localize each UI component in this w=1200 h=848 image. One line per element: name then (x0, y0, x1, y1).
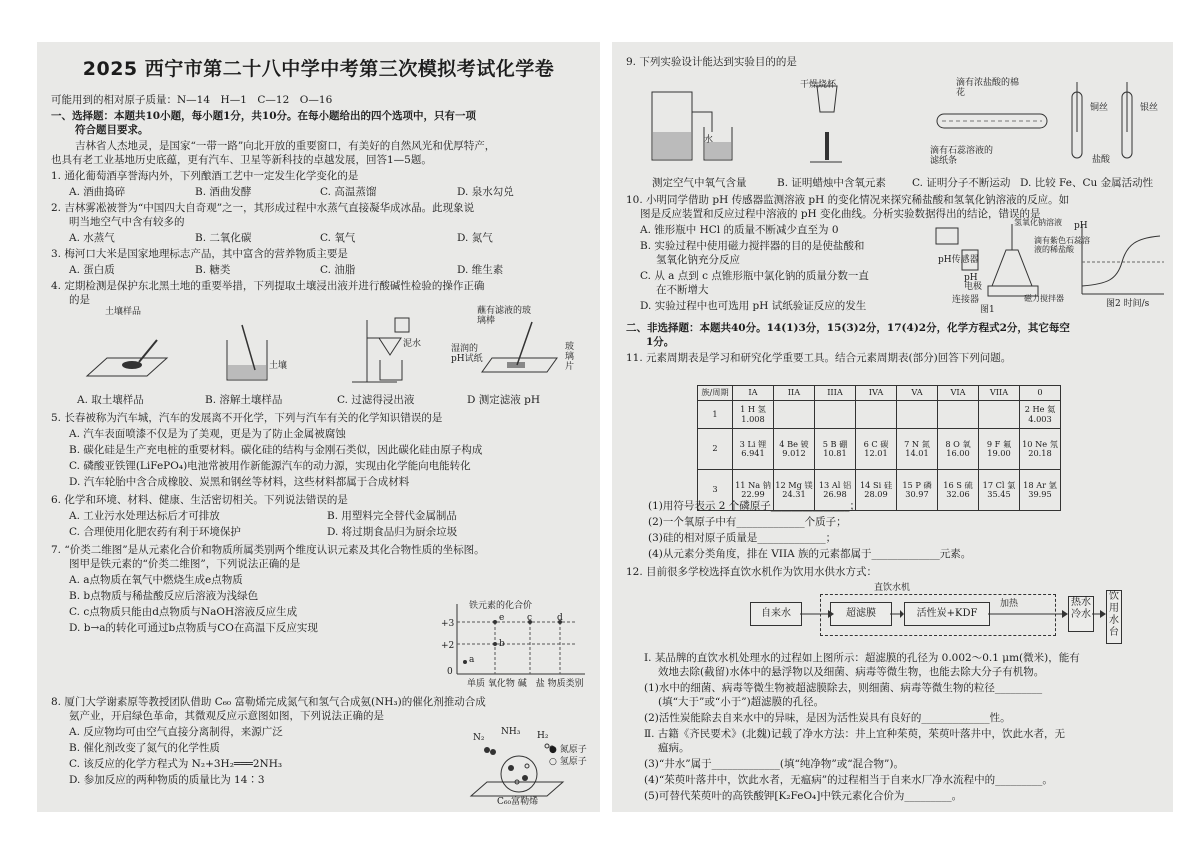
q3-option-d: D. 维生素 (457, 264, 504, 276)
pt-header-cell: VIA (938, 386, 979, 401)
q9-label-acid: 盐酸 (1092, 155, 1111, 165)
q12-machine-label: 直饮水机 (874, 583, 911, 593)
pt-element-cell (938, 401, 979, 429)
q9-label-silver: 银丝 (1140, 103, 1159, 113)
q7-option-d: D. b→a的转化可通过b点物质与CO在高温下反应实现 (69, 622, 318, 634)
q12-sub-2: (2)活性炭能除去自来水中的异味，是因为活性炭具有良好的_____________性。 (644, 712, 1011, 724)
question-7-cont: 图甲是铁元素的“价类二维图”，下列说法正确的是 (69, 558, 301, 570)
question-4: 4. 定期检测是保护东北黑土地的重要举措，下列提取土壤浸出液并进行酸碱性检验的操作正确 (51, 280, 485, 292)
q7-point-c: c (527, 613, 533, 623)
q11-part-3: (3)硅的相对原子质量是_____________； (648, 532, 837, 544)
q4-label-glass: 玻璃片 (565, 342, 575, 372)
q4-option-c: C. 过滤得浸出液 (337, 394, 415, 406)
pt-element-cell (856, 401, 897, 429)
q4-label-rod: 蘸有滤液的玻璃棒 (477, 306, 532, 326)
pt-element-cell: 8 O 氧 16.00 (938, 429, 979, 470)
q12-sub-1: (1)水中的细菌、病毒等微生物被超滤膜除去，则细菌、病毒等微生物的粒径_________ (644, 682, 1043, 694)
pt-element-cell: 3 Li 锂 6.941 (733, 429, 774, 470)
pt-element-cell: 6 C 碳 12.01 (856, 429, 897, 470)
pt-element-cell: 2 He 氦 4.003 (1020, 401, 1061, 429)
pt-header-cell: IIA (774, 386, 815, 401)
pt-element-cell (979, 401, 1020, 429)
q2-option-a: A. 水蒸气 (69, 232, 115, 244)
q7-tick-zero: 0 (447, 667, 453, 677)
q7-option-b: B. b点物质与稀盐酸反应后溶液为浅绿色 (69, 590, 259, 602)
q12-carbon-box: 活性炭+KDF (904, 602, 990, 626)
pt-element-cell: 10 Ne 氖 20.18 (1020, 429, 1061, 470)
pt-header-cell: 0 (1020, 386, 1061, 401)
question-6: 6. 化学和环境、材料、健康、生活密切相关。下列说法错误的是 (51, 494, 348, 506)
q12-part-ii-cont: 瘟病。 (658, 742, 690, 754)
q10-label-connector: 连接器 (952, 295, 980, 305)
atomic-mass-line: 可能用到的相对原子质量：N—14 H—1 C—12 O—16 (51, 94, 333, 106)
q12-part-i-cont: 效地去除(截留)水体中的悬浮物以及细菌、病毒等微生物，也能去除大分子有机物。 (658, 666, 1045, 678)
question-5: 5. 长春被称为汽车城，汽车的发展离不开化学，下列与汽车有关的化学知识错误的是 (51, 412, 443, 424)
q11-part-1: (1)用符号表示 2 个磷原子_______________； (648, 500, 860, 512)
q7-option-c: C. c点物质只能由d点物质与NaOH溶液反应生成 (69, 606, 298, 618)
q1-option-a: A. 酒曲捣碎 (69, 186, 126, 198)
question-8: 8. 厦门大学谢素原等教授团队借助 C₆₀ 富勒烯完成氮气和氢气合成氨(NH₃)的催化剂推动合成 (51, 696, 486, 708)
question-3: 3. 梅河口大米是国家地理标志产品，其中富含的营养物质主要是 (51, 248, 348, 260)
q10-label-sensor: pH传感器 (938, 255, 979, 265)
pt-element-cell: 4 Be 铍 9.012 (774, 429, 815, 470)
pt-element-cell: 11 Na 钠 22.99 (733, 470, 774, 511)
section2-heading: 二、非选择题：本题共40分。14(1)3分，15(3)2分，17(4)2分，化学方程式2分，其它每空 (626, 322, 1070, 334)
q12-hot-label: 热水 (1071, 597, 1091, 608)
q4-label-soil: 土壤 (269, 361, 288, 371)
periodic-table (697, 385, 1061, 511)
section1-heading: 一、选择题：本题共10小题，每小题1分，共10分。在每小题给出的四个选项中，只有一项 (51, 110, 477, 122)
question-7: 7. “价类二维图”是从元素化合价和物质所属类别两个维度认识元素及其化合物性质的坐标图。 (51, 544, 485, 556)
q7-x-axis-label: 单质 氧化物 碱 盐 物质类别 (467, 679, 584, 689)
q8-label-h2: H₂ (537, 731, 549, 741)
q9-lab-figures (642, 72, 1162, 172)
q4-option-b: B. 溶解土壤样品 (205, 394, 283, 406)
q7-point-d: d (557, 613, 563, 623)
q3-option-b: B. 糖类 (195, 264, 231, 276)
q8-option-b: B. 催化剂改变了氮气的化学性质 (69, 742, 220, 754)
q10-label-electrode: pH电极 (964, 273, 983, 292)
pt-header-cell: IA (733, 386, 774, 401)
q4-label-soil-sample: 土壤样品 (105, 307, 142, 317)
q12-cold-label: 冷水 (1071, 609, 1091, 620)
question-2: 2. 吉林雾凇被誉为“中国四大自奇观”之一，其形成过程中水蒸气直接凝华成冰晶。此现象说 (51, 202, 475, 214)
q8-option-d: D. 参加反应的两种物质的质量比为 14∶3 (69, 774, 265, 786)
intro-text-cont: 也具有老工业基地历史底蕴，更有汽车、卫星等新科技的卓越发展，回答1—5题。 (51, 154, 432, 166)
q6-option-a: A. 工业污水处理达标后才可排放 (69, 510, 220, 522)
q8-option-c: C. 该反应的化学方程式为 N₂+3H₂═══2NH₃ (69, 758, 283, 770)
q7-tick-plus3: +3 (441, 619, 455, 629)
intro-text: 吉林省人杰地灵，是国家“一带一路”向北开放的重要窗口，有美好的自然风光和优厚特产， (75, 140, 496, 152)
pt-element-cell: 7 N 氮 14.01 (897, 429, 938, 470)
q11-part-2: (2)一个氧原子中有_____________个质子； (648, 516, 847, 528)
q9-option-d: D. 比较 Fe、Cu 金属活动性 (1020, 177, 1154, 189)
q5-option-c: C. 磷酸亚铁锂(LiFePO₄)电池常被用作新能源汽车的动力源，实现由化学能向电能转化 (69, 460, 471, 472)
q4-label-ph-paper: 湿润的pH试纸 (451, 344, 483, 364)
q4-option-a: A. 取土壤样品 (77, 394, 144, 406)
question-12: 12. 目前很多学校选择直饮水机作为饮用水供水方式： (626, 566, 878, 578)
q10-label-naoh: 氢氧化钠溶液 (1014, 218, 1062, 227)
q10-option-c-cont: 在不断增大 (656, 284, 709, 296)
q5-option-b: B. 碳化硅是生产充电桩的重要材料。碳化硅的结构与金刚石类似，因此碳化硅由原子构成 (69, 444, 483, 456)
pt-header-cell: IVA (856, 386, 897, 401)
pt-period-2: 2 (698, 429, 733, 470)
q3-option-a: A. 蛋白质 (69, 264, 115, 276)
right-exam-page (612, 42, 1173, 812)
question-8-cont: 氨产业，开启绿色革命，其微观反应示意图如图，下列说法正确的是 (69, 710, 384, 722)
pt-element-cell: 16 S 硫 32.06 (938, 470, 979, 511)
q12-flow-arrows (800, 604, 1110, 624)
pt-element-cell (815, 401, 856, 429)
q4-option-d: D 测定滤液 pH (467, 394, 540, 406)
question-10-cont: 图是反应装置和反应过程中溶液的 pH 变化曲线。分析实验数据得出的结论，错误的是 (640, 208, 1041, 220)
q6-option-b: B. 用塑料完全替代金属制品 (327, 510, 457, 522)
q7-tick-plus2: +2 (441, 641, 455, 651)
q8-option-a: A. 反应物均可由空气直接分离制得，来源广泛 (69, 726, 283, 738)
q6-option-d: D. 将过期食品归为厨余垃圾 (327, 526, 458, 538)
q9-label-water: 水 (704, 135, 714, 145)
q3-option-c: C. 油脂 (320, 264, 356, 276)
q12-sub-5: (5)可替代茱萸叶的高铁酸钾[K₂FeO₄]中铁元素化合价为_________。 (644, 790, 963, 802)
q5-option-d: D. 汽车轮胎中含合成橡胶、炭黑和钢丝等材料，这些材料都属于合成材料 (69, 476, 410, 488)
q7-valence-chart (435, 602, 595, 690)
q10-label-hcl-litmus: 滴有紫色石蕊溶液的稀盐酸 (1034, 236, 1090, 254)
q7-option-a: A. a点物质在氧气中燃烧生成e点物质 (69, 574, 243, 586)
q4-label-mud: 泥水 (403, 339, 422, 349)
q10-option-b: B. 实验过程中使用磁力搅拌器的目的是使盐酸和 (640, 240, 865, 252)
q2-option-d: D. 氮气 (457, 232, 493, 244)
q12-sub-4: (4)“茱萸叶落井中，饮此水者，无瘟病”的过程相当于自来水厂净水流程中的_________。 (644, 774, 1053, 786)
q9-label-dry-beaker: 干燥烧杯 (800, 80, 837, 90)
pt-element-cell: 17 Cl 氯 35.45 (979, 470, 1020, 511)
q8-legend-nitrogen: ● 氮原子 (549, 745, 587, 755)
q12-tap-water-box: 自来水 (750, 602, 802, 626)
q12-part-ii: Ⅱ. 古籍《齐民要术》(北魏)记载了净水方法：井上宜种茱萸，茱萸叶落井中，饮此水者，无 (644, 728, 1066, 740)
q9-label-litmus-paper: 滴有石蕊溶液的滤纸条 (930, 146, 994, 166)
q8-legend-hydrogen: ○ 氢原子 (549, 757, 587, 767)
pt-element-cell: 18 Ar 氩 39.95 (1020, 470, 1061, 511)
q10-option-d: D. 实验过程中也可选用 pH 试纸验证反应的发生 (640, 300, 867, 312)
pt-element-cell: 13 Al 铝 26.98 (815, 470, 856, 511)
q10-label-fig2: 图2 时间/s (1106, 299, 1150, 309)
q9-label-copper: 铜丝 (1090, 103, 1109, 113)
q2-option-b: B. 二氧化碳 (195, 232, 252, 244)
q10-label-ph-axis: pH (1074, 221, 1088, 231)
q5-option-a: A. 汽车表面喷漆不仅是为了美观，更是为了防止金属被腐蚀 (69, 428, 346, 440)
q8-label-c60: C₆₀富勒烯 (497, 797, 539, 807)
q12-heat-label: 加热 (1000, 599, 1019, 609)
pt-element-cell: 15 P 磷 30.97 (897, 470, 938, 511)
q12-ultrafilter-box: 超滤膜 (830, 602, 892, 626)
left-exam-page (37, 42, 600, 812)
section1-heading-cont: 符合题目要求。 (75, 124, 149, 136)
pt-element-cell: 5 B 硼 10.81 (815, 429, 856, 470)
q7-point-a: a (469, 655, 475, 665)
pt-header-cell: 族/周期 (698, 386, 733, 401)
pt-element-cell: 1 H 氢 1.008 (733, 401, 774, 429)
pt-header-cell: VA (897, 386, 938, 401)
question-10: 10. 小明同学借助 pH 传感器监测溶液 pH 的变化情况来探究稀盐酸和氢氧化钠溶液的反应。如 (626, 194, 1070, 206)
pt-element-cell (774, 401, 815, 429)
q9-option-a: 测定空气中氧气含量 (652, 177, 747, 189)
pt-element-cell (897, 401, 938, 429)
question-1: 1. 通化葡萄酒享誉海内外，下列酿酒工艺中一定发生化学变化的是 (51, 170, 359, 182)
q9-label-hcl-cotton: 滴有浓盐酸的棉花 (956, 78, 1020, 98)
pt-period-3: 3 (698, 470, 733, 511)
pt-element-cell: 12 Mg 镁 24.31 (774, 470, 815, 511)
q2-option-c: C. 氧气 (320, 232, 356, 244)
q7-point-b: b (499, 639, 505, 649)
q10-option-c: C. 从 a 点到 c 点锥形瓶中氯化钠的质量分数一直 (640, 270, 869, 282)
q6-option-c: C. 合理使用化肥农药有利于环境保护 (69, 526, 241, 538)
q8-label-n2: N₂ (473, 733, 485, 743)
pt-element-cell: 9 F 氟 19.00 (979, 429, 1020, 470)
pt-header-cell: IIIA (815, 386, 856, 401)
q11-part-4: (4)从元素分类角度，排在 VIIA 族的元素都属于_____________元素。 (648, 548, 972, 560)
q1-option-c: C. 高温蒸馏 (320, 186, 377, 198)
q7-point-e: e (499, 613, 505, 623)
section2-heading-cont: 1分。 (646, 336, 675, 348)
q9-option-b: B. 证明蜡烛中含氧元素 (777, 177, 886, 189)
q9-option-c: C. 证明分子不断运动 (912, 177, 1011, 189)
q10-label-fig1: 图1 (980, 305, 995, 315)
q8-label-nh3: NH₃ (501, 727, 521, 737)
q12-sub-3: (3)“井水”属于_____________(填“纯净物”或“混合物”)。 (644, 758, 905, 770)
question-11: 11. 元素周期表是学习和研究化学重要工具。结合元素周期表(部分)回答下列问题。 (626, 352, 1012, 364)
q12-drinking-fountain-box: 饮用水台 (1106, 590, 1122, 644)
question-2-cont: 明当地空气中含有较多的 (69, 216, 185, 228)
q10-label-stirrer: 磁力搅拌器 (1024, 294, 1064, 303)
pt-header-cell: VIIA (979, 386, 1020, 401)
q1-option-b: B. 酒曲发酵 (195, 186, 252, 198)
q1-option-d: D. 泉水勾兑 (457, 186, 514, 198)
pt-element-cell: 14 Si 硅 28.09 (856, 470, 897, 511)
q12-sub-1-cont: (填“大于”或“小于”)超滤膜的孔径。 (658, 696, 825, 708)
q10-option-a: A. 锥形瓶中 HCl 的质量不断减少直至为 0 (640, 224, 839, 236)
pt-period-1: 1 (698, 401, 733, 429)
question-9: 9. 下列实验设计能达到实验目的的是 (626, 56, 797, 68)
q10-option-b-cont: 氢氧化钠充分反应 (656, 254, 740, 266)
q12-part-i: Ⅰ. 某品牌的直饮水机处理水的过程如上图所示：超滤膜的孔径为 0.002～0.1 μm(微米)，能有 (644, 652, 1080, 664)
q7-chart-title: 铁元素的化合价 (469, 601, 533, 611)
exam-title: 2025 西宁市第二十八中学中考第三次模拟考试化学卷 (82, 58, 555, 80)
question-4-cont: 的是 (69, 294, 90, 306)
